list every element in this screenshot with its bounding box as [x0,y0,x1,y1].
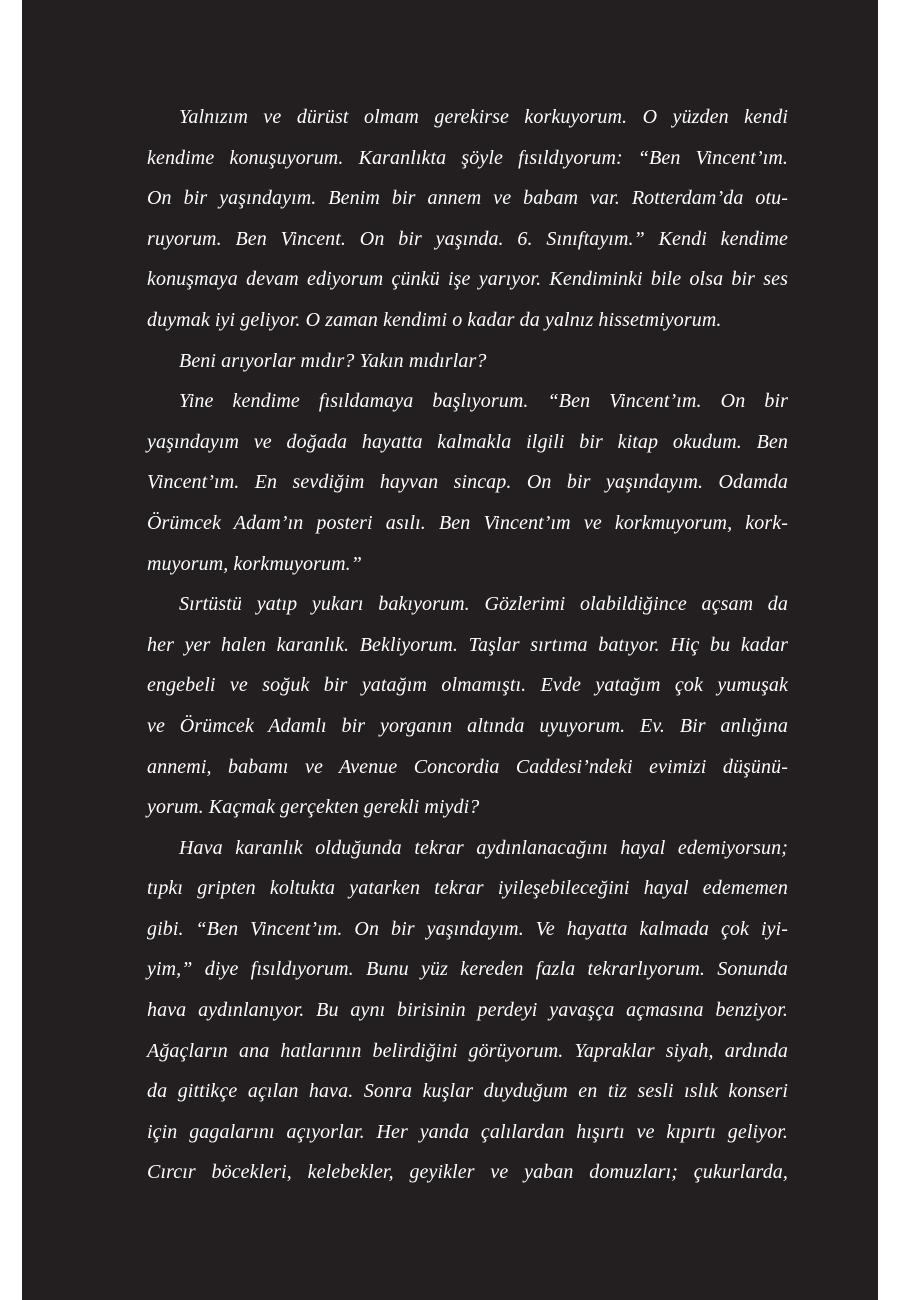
text-line: ve Örümcek Adamlı bir yorganın altında uyuyorum. Ev. Bir anlığına [147,714,788,737]
text-line: On bir yaşındayım. Benim bir annem ve babam var. Rotterdam’da otu- [147,187,788,210]
text-line: annemi, babamı ve Avenue Concordia Caddesi’ndeki evimizi düşünü- [147,755,788,778]
text-line: tıpkı gripten koltukta yatarken tekrar iyileşebileceğini hayal edememen [147,877,788,900]
text-line: yaşındayım ve doğada hayatta kalmakla ilgili bir kitap okudum. Ben [147,430,788,453]
text-line: yim,” diye fısıldıyorum. Bunu yüz kereden fazla tekrarlıyorum. Sonunda [147,958,788,981]
text-line: her yer halen karanlık. Bekliyorum. Taşlar sırtıma batıyor. Hiç bu kadar [147,633,788,656]
text-line: duymak iyi geliyor. O zaman kendimi o kadar da yalnız hissetmiyorum. [147,308,722,331]
text-line: Cırcır böcekleri, kelebekler, geyikler ve yaban domuzları; çukurlarda, [147,1161,788,1184]
text-line: konuşmaya devam ediyorum çünkü işe yarıyor. Kendiminki bile olsa bir ses [147,268,788,291]
text-line: Ağaçların ana hatlarının belirdiğini görüyorum. Yapraklar siyah, ardında [147,1039,788,1062]
text-line: için gagalarını açıyorlar. Her yanda çalılardan hışırtı ve kıpırtı geliyor. [147,1120,788,1143]
text-line: muyorum, korkmuyorum.” [147,552,362,575]
text-line: Sırtüstü yatıp yukarı bakıyorum. Gözlerimi olabildiğince açsam da [179,593,788,616]
text-line: Örümcek Adam’ın posteri asılı. Ben Vincent’ım ve korkmuyorum, kork- [147,511,788,534]
book-page [22,0,878,1300]
text-line: engebeli ve soğuk bir yatağım olmamıştı. Evde yatağım çok yumuşak [147,674,788,697]
text-line: gibi. “Ben Vincent’ım. On bir yaşındayım. Ve hayatta kalmada çok iyi- [147,917,788,940]
text-line: da gittikçe açılan hava. Sonra kuşlar duyduğum en tiz sesli ıslık konseri [147,1080,788,1103]
text-line: Vincent’ım. En sevdiğim hayvan sincap. On bir yaşındayım. Odamda [147,471,788,494]
body-text [147,97,788,1193]
text-line: hava aydınlanıyor. Bu aynı birisinin perdeyi yavaşça açmasına benziyor. [147,999,788,1022]
text-line: yorum. Kaçmak gerçekten gerekli miydi? [147,796,480,819]
text-line: Yalnızım ve dürüst olmam gerekirse korkuyorum. O yüzden kendi [179,106,788,128]
text-line: ruyorum. Ben Vincent. On bir yaşında. 6. Sınıftayım.” Kendi kendime [147,227,788,250]
text-line: Beni arıyorlar mıdır? Yakın mıdırlar? [179,349,487,372]
text-line: Hava karanlık olduğunda tekrar aydınlanacağını hayal edemiyorsun; [179,836,788,859]
text-line: kendime konuşuyorum. Karanlıkta şöyle fısıldıyorum: “Ben Vincent’ım. [147,146,788,169]
text-line: Yine kendime fısıldamaya başlıyorum. “Ben Vincent’ım. On bir [179,390,788,413]
